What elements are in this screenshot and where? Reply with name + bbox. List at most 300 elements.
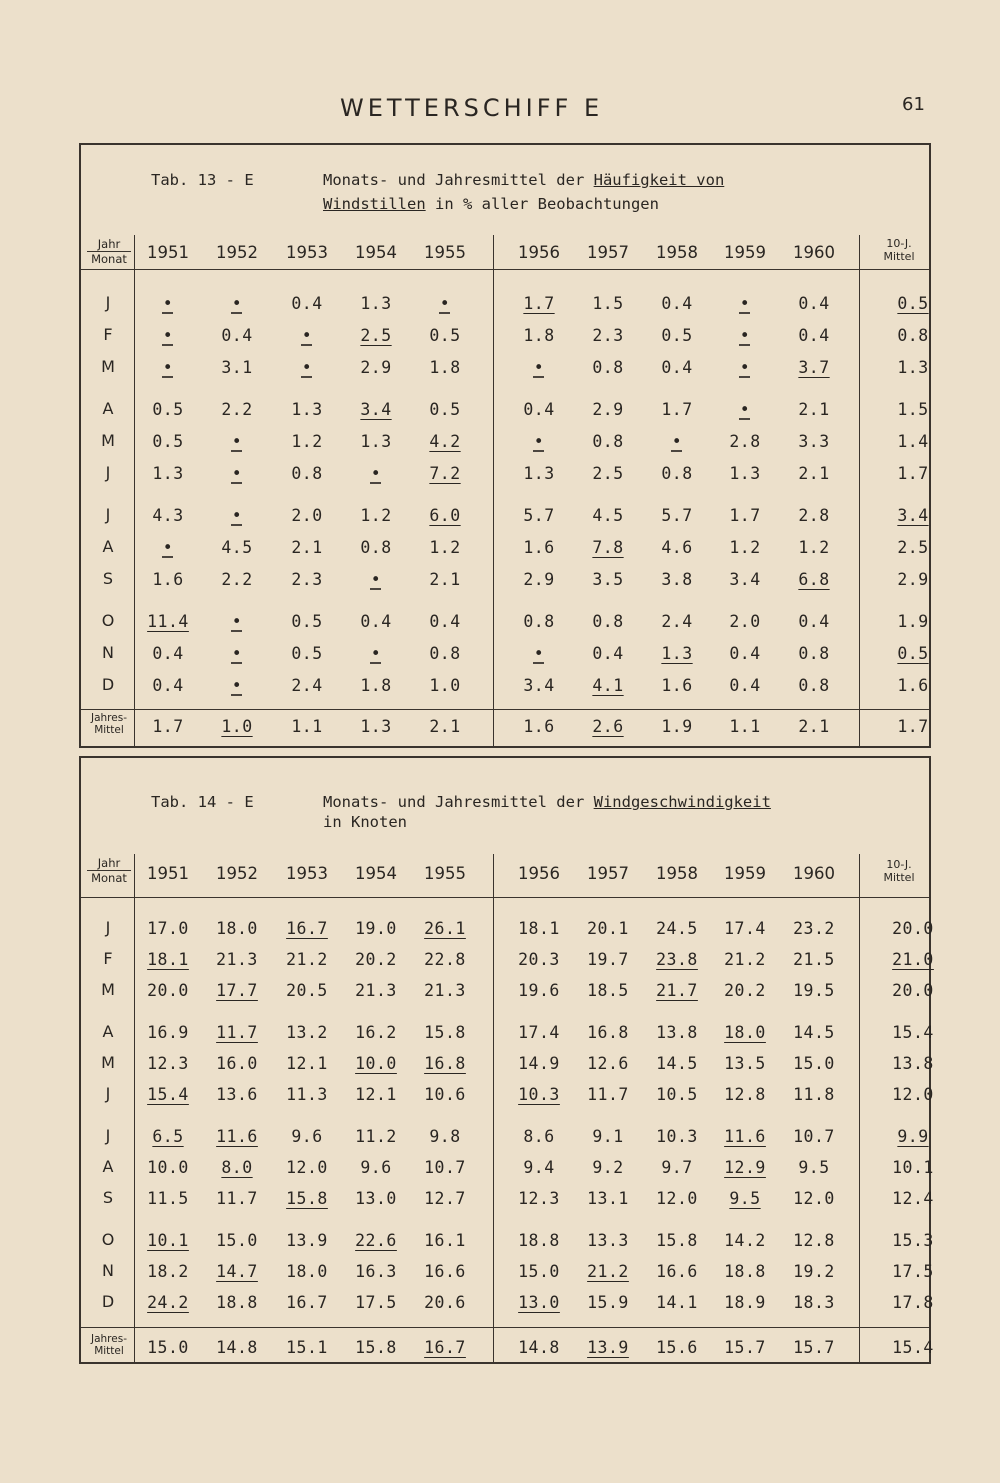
table-cell: 13.0 <box>355 1189 397 1208</box>
table-cell: 20.3 <box>518 950 560 969</box>
mean-header <box>871 858 927 884</box>
table-cell: 4.5 <box>592 506 624 525</box>
table-cell: 0.5 <box>152 400 184 419</box>
year-header: 1956 <box>518 864 560 883</box>
month-label: F <box>103 949 113 968</box>
table-cell: 0.8 <box>592 612 624 631</box>
annual-cell: 2.1 <box>429 717 461 736</box>
annual-label-line-2: Mittel <box>94 724 124 736</box>
table-cell: 10.0 <box>355 1054 397 1073</box>
table-cell: 0.8 <box>429 644 461 663</box>
column-separator <box>859 235 860 746</box>
table-cell: 7.2 <box>429 464 461 483</box>
table-cell: 13.6 <box>216 1085 258 1104</box>
table-cell: 4.5 <box>221 538 253 557</box>
corner-month: Monat <box>91 871 127 885</box>
table-cell: 13.1 <box>587 1189 629 1208</box>
table-cell: 12.3 <box>147 1054 189 1073</box>
table-cell: 1.3 <box>291 400 323 419</box>
table-cell: • <box>370 644 382 663</box>
table-cell: 16.9 <box>147 1023 189 1042</box>
table-cell: 1.5 <box>897 400 929 419</box>
table-cell: 2.2 <box>221 570 253 589</box>
month-label: A <box>102 537 114 556</box>
month-label: O <box>101 611 115 630</box>
table-cell: 11.8 <box>793 1085 835 1104</box>
table-cell: 3.1 <box>221 358 253 377</box>
table-cell: 0.4 <box>429 612 461 631</box>
header-rule <box>81 269 929 270</box>
table-cell: 0.8 <box>360 538 392 557</box>
table-cell: 13.0 <box>518 1293 560 1312</box>
month-label: A <box>102 399 114 418</box>
table-cell: 0.4 <box>729 676 761 695</box>
caption-underlined: Häufigkeit von <box>593 171 725 189</box>
table-cell: 10.1 <box>892 1158 934 1177</box>
table-cell: 1.0 <box>429 676 461 695</box>
corner-year: Jahr <box>87 237 131 252</box>
table-cell: 1.3 <box>897 358 929 377</box>
table-cell: 19.5 <box>793 981 835 1000</box>
month-label: J <box>105 918 111 937</box>
table-cell: 0.8 <box>592 358 624 377</box>
annual-cell: 15.7 <box>793 1338 835 1357</box>
table-cell: 2.0 <box>291 506 323 525</box>
table-cell: 1.9 <box>897 612 929 631</box>
table-cell: 5.7 <box>523 506 555 525</box>
year-header: 1960 <box>793 243 835 262</box>
table-cell: 15.0 <box>518 1262 560 1281</box>
table-cell: 14.5 <box>793 1023 835 1042</box>
table-cell: 1.7 <box>729 506 761 525</box>
table-cell: 3.4 <box>729 570 761 589</box>
table-caption-line-1 <box>151 791 771 813</box>
table-cell: 1.3 <box>523 464 555 483</box>
table-cell: 24.2 <box>147 1293 189 1312</box>
year-header: 1957 <box>587 243 629 262</box>
table-cell: 12.0 <box>892 1085 934 1104</box>
table-cell: • <box>231 432 243 451</box>
caption-underlined: Windgeschwindigkeit <box>593 793 771 811</box>
table-caption-line-1 <box>151 169 724 191</box>
table-cell: 2.5 <box>360 326 392 345</box>
table-cell: 21.2 <box>724 950 766 969</box>
table-cell: 10.3 <box>518 1085 560 1104</box>
table-cell: 2.9 <box>360 358 392 377</box>
table-cell: 15.8 <box>424 1023 466 1042</box>
table-cell: 11.4 <box>147 612 189 631</box>
table-cell: 2.0 <box>729 612 761 631</box>
table-cell: 9.5 <box>729 1189 761 1208</box>
table-caption-line-2 <box>151 193 659 215</box>
annual-cell: 14.8 <box>216 1338 258 1357</box>
annual-cell: 1.3 <box>360 717 392 736</box>
table-cell: 12.4 <box>892 1189 934 1208</box>
table-cell: • <box>739 400 751 419</box>
table-cell: 9.5 <box>798 1158 830 1177</box>
table-cell: 18.8 <box>724 1262 766 1281</box>
month-label: J <box>105 293 111 312</box>
table-cell: 0.4 <box>152 676 184 695</box>
table-cell: 2.2 <box>221 400 253 419</box>
table-cell: 21.3 <box>355 981 397 1000</box>
table-cell: 18.2 <box>147 1262 189 1281</box>
table-cell: 0.5 <box>897 644 929 663</box>
table-cell: 20.6 <box>424 1293 466 1312</box>
table-cell: 12.0 <box>793 1189 835 1208</box>
table-cell: • <box>370 570 382 589</box>
month-label: J <box>105 463 111 482</box>
table-cell: • <box>231 644 243 663</box>
table-cell: 19.0 <box>355 919 397 938</box>
table-caption-line-2 <box>151 811 407 833</box>
mean-header <box>871 237 927 263</box>
table-cell: 0.4 <box>523 400 555 419</box>
annual-cell: 14.8 <box>518 1338 560 1357</box>
table-cell: 1.6 <box>661 676 693 695</box>
table-cell: • <box>231 464 243 483</box>
annual-cell: 15.4 <box>892 1338 934 1357</box>
month-label: D <box>101 675 115 694</box>
table-cell: 17.0 <box>147 919 189 938</box>
table-cell: 11.2 <box>355 1127 397 1146</box>
table-cell: • <box>739 294 751 313</box>
table-cell: 0.4 <box>221 326 253 345</box>
table-cell: 2.1 <box>429 570 461 589</box>
month-label: N <box>102 643 114 662</box>
table-cell: 11.7 <box>587 1085 629 1104</box>
annual-label <box>85 712 133 736</box>
table-cell: • <box>739 358 751 377</box>
table-cell: • <box>533 432 545 451</box>
table-cell: 3.8 <box>661 570 693 589</box>
table-cell: 0.4 <box>152 644 184 663</box>
column-separator <box>134 235 135 746</box>
month-label: A <box>102 1157 114 1176</box>
table-cell: 12.7 <box>424 1189 466 1208</box>
table-cell: 0.8 <box>291 464 323 483</box>
month-label: N <box>102 1261 114 1280</box>
year-header: 1958 <box>656 243 698 262</box>
table-cell: 1.4 <box>897 432 929 451</box>
table-cell: 1.2 <box>360 506 392 525</box>
table-cell: 15.4 <box>892 1023 934 1042</box>
table-cell: 0.8 <box>592 432 624 451</box>
table-cell: 5.7 <box>661 506 693 525</box>
table-cell: 0.5 <box>429 326 461 345</box>
table-cell: 13.8 <box>892 1054 934 1073</box>
year-header: 1952 <box>216 243 258 262</box>
table-cell: • <box>301 326 313 345</box>
caption-underlined: Windstillen <box>323 195 426 213</box>
page-number: 61 <box>902 94 925 115</box>
table-cell: 23.8 <box>656 950 698 969</box>
table-cell: 2.1 <box>798 464 830 483</box>
table-cell: 1.6 <box>152 570 184 589</box>
table-cell: 17.5 <box>892 1262 934 1281</box>
table-cell: 18.0 <box>286 1262 328 1281</box>
table-cell: 8.6 <box>523 1127 555 1146</box>
mean-header-line-2: Mittel <box>883 871 915 884</box>
year-header: 1954 <box>355 243 397 262</box>
corner-label <box>87 237 131 266</box>
month-label: M <box>101 431 115 450</box>
table-cell: 17.8 <box>892 1293 934 1312</box>
table-cell: 10.6 <box>424 1085 466 1104</box>
month-label: F <box>103 325 113 344</box>
table-cell: 1.2 <box>798 538 830 557</box>
table-cell: 0.4 <box>798 294 830 313</box>
table-cell: 4.6 <box>661 538 693 557</box>
table-cell: 13.9 <box>286 1231 328 1250</box>
table-cell: 12.1 <box>355 1085 397 1104</box>
table-cell: 0.5 <box>897 294 929 313</box>
table-cell: • <box>162 538 174 557</box>
table-cell: 14.2 <box>724 1231 766 1250</box>
table-cell: 1.3 <box>152 464 184 483</box>
table-cell: 0.4 <box>798 612 830 631</box>
caption-text: Monats- und Jahresmittel der <box>323 171 594 189</box>
month-label: D <box>101 1292 115 1311</box>
table-cell: 2.4 <box>661 612 693 631</box>
table-cell: 23.2 <box>793 919 835 938</box>
mean-header-line-1: 10-J. <box>886 237 912 250</box>
table-cell: 26.1 <box>424 919 466 938</box>
table-cell: • <box>162 358 174 377</box>
table-cell: 9.9 <box>897 1127 929 1146</box>
table-cell: 20.0 <box>892 981 934 1000</box>
page-header <box>0 88 1000 128</box>
table-cell: 0.5 <box>661 326 693 345</box>
table-cell: 1.7 <box>897 464 929 483</box>
table-cell: 1.8 <box>360 676 392 695</box>
table-cell: 20.5 <box>286 981 328 1000</box>
table-cell: 2.9 <box>523 570 555 589</box>
annual-label-line-1: Jahres- <box>91 1333 127 1345</box>
table-cell: 0.4 <box>592 644 624 663</box>
table-cell: 19.6 <box>518 981 560 1000</box>
month-label: M <box>101 980 115 999</box>
table-cell: 0.8 <box>798 676 830 695</box>
table-cell: 20.0 <box>147 981 189 1000</box>
table-cell: 13.3 <box>587 1231 629 1250</box>
table-cell: 1.6 <box>523 538 555 557</box>
table-cell: 9.4 <box>523 1158 555 1177</box>
table-cell: 1.6 <box>897 676 929 695</box>
table-cell: 9.7 <box>661 1158 693 1177</box>
table-cell: • <box>231 676 243 695</box>
table-cell: 3.3 <box>798 432 830 451</box>
table-cell: 0.4 <box>729 644 761 663</box>
table-cell: 20.2 <box>355 950 397 969</box>
table-13-windstillen <box>79 143 931 748</box>
table-cell: 1.2 <box>429 538 461 557</box>
year-header: 1956 <box>518 243 560 262</box>
table-cell: 0.4 <box>661 294 693 313</box>
table-cell: 3.4 <box>360 400 392 419</box>
table-cell: 18.9 <box>724 1293 766 1312</box>
table-cell: 6.5 <box>152 1127 184 1146</box>
year-header: 1953 <box>286 864 328 883</box>
month-label: A <box>102 1022 114 1041</box>
year-header: 1957 <box>587 864 629 883</box>
table-cell: 2.1 <box>798 400 830 419</box>
annual-label-line-2: Mittel <box>94 1345 124 1357</box>
table-cell: 1.8 <box>523 326 555 345</box>
table-cell: 14.1 <box>656 1293 698 1312</box>
annual-cell: 15.8 <box>355 1338 397 1357</box>
table-cell: 6.0 <box>429 506 461 525</box>
table-cell: 2.3 <box>592 326 624 345</box>
table-cell: 0.8 <box>897 326 929 345</box>
corner-year: Jahr <box>87 856 131 871</box>
table-cell: 16.6 <box>424 1262 466 1281</box>
month-label: J <box>105 505 111 524</box>
annual-cell: 15.1 <box>286 1338 328 1357</box>
month-label: S <box>102 1188 114 1207</box>
table-cell: 2.8 <box>729 432 761 451</box>
table-cell: 20.2 <box>724 981 766 1000</box>
table-cell: 21.3 <box>424 981 466 1000</box>
table-cell: 1.3 <box>661 644 693 663</box>
caption-text: Monats- und Jahresmittel der <box>323 793 594 811</box>
table-cell: 18.0 <box>216 919 258 938</box>
table-cell: 2.5 <box>592 464 624 483</box>
table-cell: 0.5 <box>291 612 323 631</box>
table-cell: 16.6 <box>656 1262 698 1281</box>
table-cell: 4.3 <box>152 506 184 525</box>
year-header: 1951 <box>147 864 189 883</box>
header-rule <box>81 897 929 898</box>
table-cell: 2.9 <box>592 400 624 419</box>
table-cell: • <box>231 612 243 631</box>
month-label: M <box>101 1053 115 1072</box>
month-label: O <box>101 1230 115 1249</box>
table-cell: 1.7 <box>523 294 555 313</box>
table-cell: • <box>439 294 451 313</box>
table-cell: 15.0 <box>216 1231 258 1250</box>
table-cell: 21.0 <box>892 950 934 969</box>
annual-cell: 1.6 <box>523 717 555 736</box>
month-label: J <box>105 1084 111 1103</box>
table-cell: 13.8 <box>656 1023 698 1042</box>
annual-cell: 15.6 <box>656 1338 698 1357</box>
table-cell: • <box>301 358 313 377</box>
table-cell: 15.0 <box>793 1054 835 1073</box>
table-cell: 16.7 <box>286 919 328 938</box>
table-cell: 19.7 <box>587 950 629 969</box>
table-cell: 9.2 <box>592 1158 624 1177</box>
year-header: 1959 <box>724 864 766 883</box>
table-cell: 10.1 <box>147 1231 189 1250</box>
table-cell: 15.8 <box>656 1231 698 1250</box>
table-cell: 24.5 <box>656 919 698 938</box>
table-cell: 18.8 <box>216 1293 258 1312</box>
table-cell: 18.1 <box>518 919 560 938</box>
table-cell: 17.7 <box>216 981 258 1000</box>
table-cell: 0.8 <box>523 612 555 631</box>
table-cell: 1.5 <box>592 294 624 313</box>
table-14-windgeschwindigkeit <box>79 756 934 1364</box>
table-cell: 11.7 <box>216 1189 258 1208</box>
table-cell: 21.3 <box>216 950 258 969</box>
table-cell: 15.9 <box>587 1293 629 1312</box>
year-header: 1958 <box>656 864 698 883</box>
annual-cell: 2.6 <box>592 717 624 736</box>
corner-label <box>87 856 131 885</box>
table-cell: 11.5 <box>147 1189 189 1208</box>
table-cell: 13.5 <box>724 1054 766 1073</box>
annual-cell: 13.9 <box>587 1338 629 1357</box>
table-cell: 18.3 <box>793 1293 835 1312</box>
table-cell: 18.8 <box>518 1231 560 1250</box>
table-cell: 12.8 <box>793 1231 835 1250</box>
table-cell: 0.4 <box>798 326 830 345</box>
table-cell: 2.8 <box>798 506 830 525</box>
table-cell: 1.7 <box>661 400 693 419</box>
table-cell: 11.6 <box>216 1127 258 1146</box>
table-cell: 12.9 <box>724 1158 766 1177</box>
table-cell: 1.3 <box>360 432 392 451</box>
year-header: 1955 <box>424 243 466 262</box>
annual-cell: 1.1 <box>291 717 323 736</box>
year-header: 1954 <box>355 864 397 883</box>
table-cell: 16.3 <box>355 1262 397 1281</box>
annual-cell: 1.7 <box>152 717 184 736</box>
table-cell: 15.4 <box>147 1085 189 1104</box>
table-cell: 9.6 <box>291 1127 323 1146</box>
table-cell: 14.5 <box>656 1054 698 1073</box>
table-cell: 2.1 <box>291 538 323 557</box>
table-cell: • <box>533 644 545 663</box>
annual-cell: 1.7 <box>897 717 929 736</box>
table-cell: 4.1 <box>592 676 624 695</box>
table-cell: 12.0 <box>286 1158 328 1177</box>
table-cell: 8.0 <box>221 1158 253 1177</box>
table-cell: 2.3 <box>291 570 323 589</box>
month-label: J <box>105 1126 111 1145</box>
month-label: M <box>101 357 115 376</box>
table-cell: 0.8 <box>798 644 830 663</box>
table-cell: 14.9 <box>518 1054 560 1073</box>
annual-cell: 2.1 <box>798 717 830 736</box>
annual-cell: 16.7 <box>424 1338 466 1357</box>
table-cell: • <box>739 326 751 345</box>
table-cell: 3.4 <box>523 676 555 695</box>
table-cell: 18.1 <box>147 950 189 969</box>
table-cell: 2.5 <box>897 538 929 557</box>
table-cell: 15.8 <box>286 1189 328 1208</box>
corner-month: Monat <box>91 252 127 266</box>
table-cell: • <box>533 358 545 377</box>
table-cell: 0.8 <box>661 464 693 483</box>
table-cell: 13.2 <box>286 1023 328 1042</box>
table-cell: 9.1 <box>592 1127 624 1146</box>
mean-header-line-2: Mittel <box>883 250 915 263</box>
table-cell: 4.2 <box>429 432 461 451</box>
table-cell: 19.2 <box>793 1262 835 1281</box>
table-cell: 1.2 <box>291 432 323 451</box>
table-cell: 16.8 <box>424 1054 466 1073</box>
caption-text: in % aller Beobachtungen <box>425 195 659 213</box>
table-cell: 0.5 <box>291 644 323 663</box>
table-cell: 10.7 <box>424 1158 466 1177</box>
table-cell: 1.2 <box>729 538 761 557</box>
table-cell: • <box>162 294 174 313</box>
year-header: 1953 <box>286 243 328 262</box>
annual-cell: 1.9 <box>661 717 693 736</box>
table-cell: 18.5 <box>587 981 629 1000</box>
